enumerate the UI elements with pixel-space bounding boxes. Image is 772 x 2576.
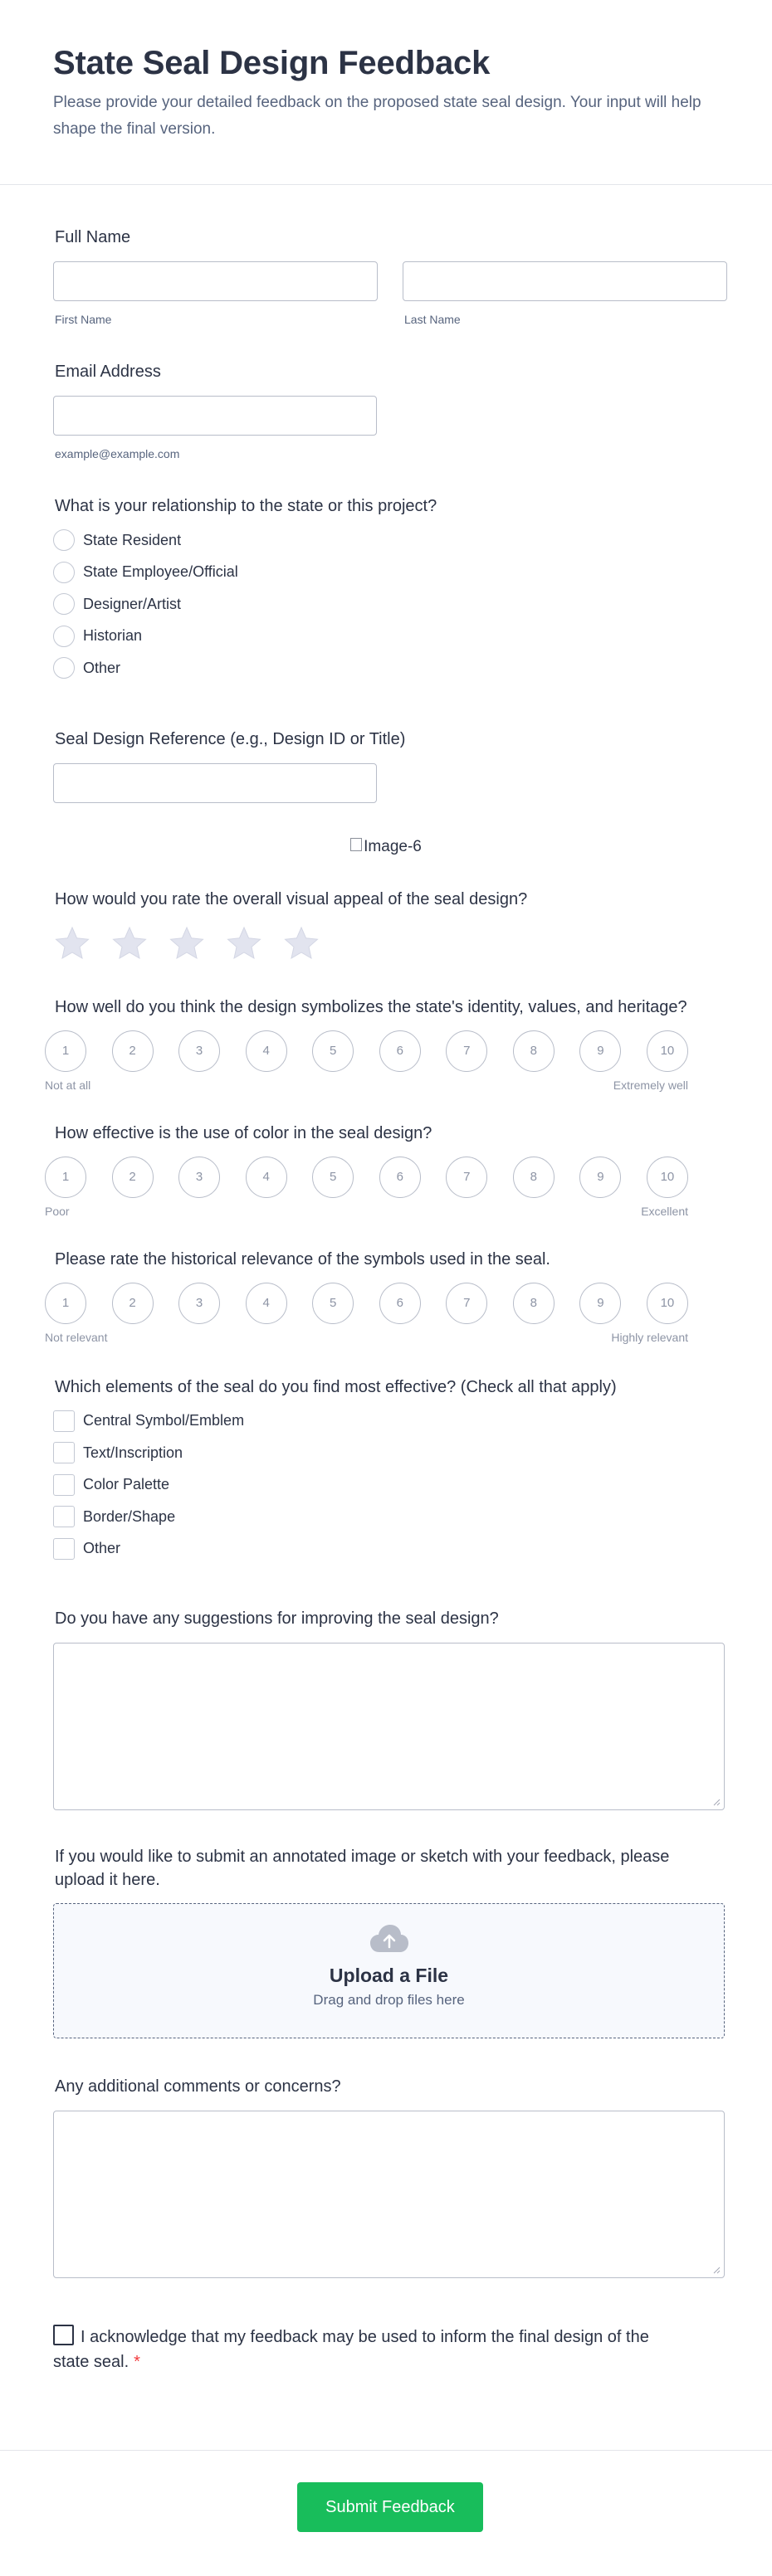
star-icon[interactable] [168, 924, 206, 962]
first-name-sublabel: First Name [55, 313, 112, 326]
scale-option[interactable]: 9 [579, 1030, 621, 1072]
radio-label: State Employee/Official [83, 563, 238, 581]
scale-option[interactable]: 10 [647, 1283, 688, 1324]
suggestions-label: Do you have any suggestions for improving the seal design? [55, 1609, 499, 1628]
radio-option-state-employee[interactable] [53, 557, 719, 589]
acknowledge-text: I acknowledge that my feedback may be used to inform the final design of the state seal. [53, 2328, 649, 2371]
scale-option[interactable]: 7 [446, 1283, 487, 1324]
scale-option[interactable]: 3 [178, 1030, 220, 1072]
radio-option-other[interactable] [53, 652, 719, 684]
scale-option[interactable]: 1 [45, 1283, 86, 1324]
star-icon[interactable] [110, 924, 149, 962]
upload-title: Upload a File [329, 1965, 449, 1986]
relationship-options [53, 524, 719, 684]
scale-option[interactable]: 4 [246, 1030, 287, 1072]
star-icon[interactable] [282, 924, 320, 962]
historical-scale [45, 1283, 688, 1324]
scale-option[interactable]: 7 [446, 1030, 487, 1072]
scale-high-label: Excellent [641, 1204, 688, 1218]
radio-label: Designer/Artist [83, 595, 182, 612]
checkbox-option-color-palette[interactable] [53, 1469, 719, 1502]
scale-option[interactable]: 2 [112, 1283, 154, 1324]
last-name-input[interactable] [403, 261, 727, 301]
scale-option[interactable]: 6 [379, 1283, 421, 1324]
design-reference-field [53, 728, 719, 803]
scale-option[interactable]: 3 [178, 1283, 220, 1324]
checkbox[interactable] [53, 1410, 75, 1432]
required-marker: * [134, 2353, 140, 2371]
elements-label: Which elements of the seal do you find most effective? (Check all that apply) [55, 1377, 617, 1396]
color-label: How effective is the use of color in the seal design? [55, 1123, 432, 1142]
radio-button[interactable] [53, 529, 75, 551]
radio-button[interactable] [53, 626, 75, 647]
checkbox-label: Text/Inscription [83, 1444, 183, 1461]
checkbox[interactable] [53, 1442, 75, 1463]
color-field [45, 1122, 719, 1218]
symbolism-scale [45, 1030, 688, 1072]
email-sublabel: example@example.com [55, 447, 180, 460]
historical-field [45, 1248, 719, 1344]
submit-button[interactable]: Submit Feedback [297, 2482, 483, 2532]
scale-option[interactable]: 8 [513, 1157, 555, 1198]
suggestions-field [53, 1607, 719, 1810]
scale-option[interactable]: 5 [312, 1030, 354, 1072]
comments-label: Any additional comments or concerns? [55, 2077, 341, 2096]
scale-option[interactable]: 10 [647, 1030, 688, 1072]
radio-option-historian[interactable] [53, 621, 719, 653]
checkbox-option-text[interactable] [53, 1437, 719, 1469]
checkbox[interactable] [53, 1506, 75, 1527]
checkbox-option-central-symbol[interactable] [53, 1405, 719, 1438]
file-upload-dropzone[interactable] [53, 1903, 725, 2038]
elements-options [53, 1405, 719, 1566]
visual-appeal-field [53, 888, 719, 962]
design-reference-input[interactable] [53, 763, 377, 803]
feedback-form [0, 226, 772, 2374]
scale-high-label: Extremely well [613, 1078, 688, 1092]
upload-label: If you would like to submit an annotated image or sketch with your feedback, please upload it here. [55, 1848, 670, 1889]
star-icon[interactable] [53, 924, 91, 962]
acknowledge-checkbox[interactable] [53, 2325, 74, 2345]
historical-label: Please rate the historical relevance of the symbols used in the seal. [55, 1249, 550, 1269]
last-name-sublabel: Last Name [404, 313, 461, 326]
radio-button[interactable] [53, 593, 75, 615]
comments-field [53, 2075, 719, 2278]
radio-label: State Resident [83, 531, 182, 548]
relationship-field [53, 494, 719, 684]
scale-option[interactable]: 3 [178, 1157, 220, 1198]
checkbox[interactable] [53, 1538, 75, 1560]
symbolism-field [45, 996, 719, 1092]
star-icon[interactable] [225, 924, 263, 962]
star-rating [53, 924, 719, 962]
checkbox-option-border[interactable] [53, 1501, 719, 1533]
scale-option[interactable]: 2 [112, 1030, 154, 1072]
comments-textarea[interactable] [53, 2111, 725, 2278]
acknowledge-field[interactable] [53, 2325, 651, 2374]
scale-option[interactable]: 5 [312, 1157, 354, 1198]
cloud-upload-icon [369, 1924, 409, 1954]
symbolism-label: How well do you think the design symbolizes the state's identity, values, and heritage? [55, 997, 687, 1016]
scale-option[interactable]: 10 [647, 1157, 688, 1198]
elements-field [53, 1376, 719, 1566]
checkbox-label: Central Symbol/Emblem [83, 1412, 245, 1429]
page-title: State Seal Design Feedback [53, 45, 491, 81]
checkbox-label: Border/Shape [83, 1507, 176, 1525]
scale-option[interactable]: 9 [579, 1157, 621, 1198]
upload-field [53, 1845, 719, 2038]
scale-high-label: Highly relevant [611, 1330, 688, 1344]
checkbox-label: Other [83, 1540, 121, 1557]
full-name-field [53, 226, 719, 326]
scale-option[interactable]: 9 [579, 1283, 621, 1324]
page-description: Please provide your detailed feedback on the proposed state seal design. Your input will help shape the final version. [53, 94, 701, 138]
full-name-label: Full Name [55, 228, 131, 246]
form-footer [0, 2450, 772, 2576]
radio-button[interactable] [53, 562, 75, 583]
scale-low-label: Not relevant [45, 1330, 108, 1344]
scale-option[interactable]: 1 [45, 1157, 86, 1198]
first-name-input[interactable] [53, 261, 378, 301]
radio-label: Historian [83, 627, 143, 645]
scale-option[interactable]: 4 [246, 1157, 287, 1198]
radio-option-designer[interactable] [53, 588, 719, 621]
relationship-label: What is your relationship to the state or this project? [55, 497, 437, 515]
scale-low-label: Not at all [45, 1078, 91, 1092]
color-scale [45, 1157, 688, 1198]
scale-option[interactable]: 8 [513, 1283, 555, 1324]
checkbox-option-other[interactable] [53, 1533, 719, 1566]
radio-button[interactable] [53, 657, 75, 679]
upload-subtitle: Drag and drop files here [313, 1992, 465, 2008]
broken-image-icon [350, 838, 362, 851]
radio-label: Other [83, 659, 121, 676]
email-input[interactable] [53, 396, 377, 436]
email-label: Email Address [55, 363, 161, 381]
seal-image [53, 838, 719, 856]
resize-handle-icon[interactable] [713, 1799, 721, 1806]
scale-option[interactable]: 6 [379, 1030, 421, 1072]
resize-handle-icon[interactable] [713, 2267, 721, 2274]
scale-option[interactable]: 2 [112, 1157, 154, 1198]
form-header [0, 0, 772, 185]
visual-appeal-label: How would you rate the overall visual appeal of the seal design? [55, 889, 528, 908]
scale-option[interactable]: 5 [312, 1283, 354, 1324]
suggestions-textarea[interactable] [53, 1643, 725, 1810]
checkbox-label: Color Palette [83, 1476, 170, 1493]
design-reference-label: Seal Design Reference (e.g., Design ID or Title) [55, 729, 406, 748]
scale-option[interactable]: 1 [45, 1030, 86, 1072]
seal-image-alt: Image-6 [364, 837, 422, 855]
radio-option-state-resident[interactable] [53, 524, 719, 557]
scale-low-label: Poor [45, 1204, 70, 1218]
scale-option[interactable]: 4 [246, 1283, 287, 1324]
email-field [53, 360, 719, 460]
scale-option[interactable]: 8 [513, 1030, 555, 1072]
checkbox[interactable] [53, 1474, 75, 1496]
scale-option[interactable]: 7 [446, 1157, 487, 1198]
scale-option[interactable]: 6 [379, 1157, 421, 1198]
